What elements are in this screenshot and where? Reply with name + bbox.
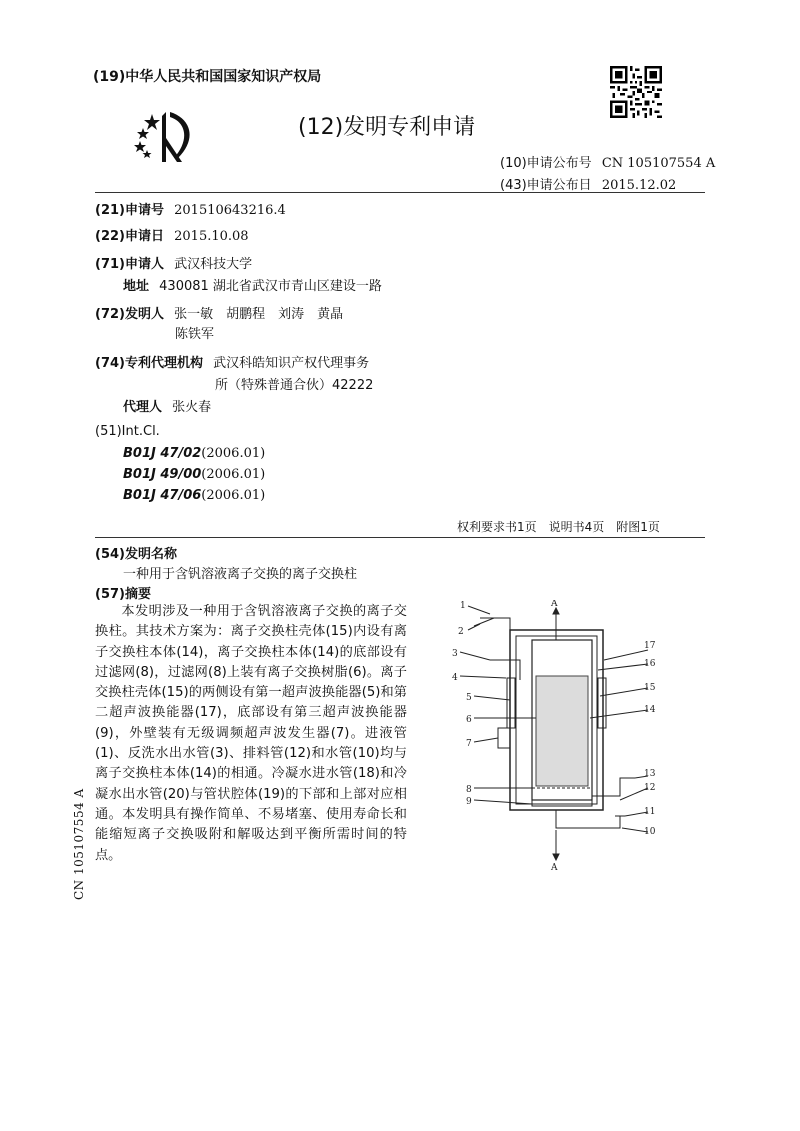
agent-row <box>123 396 211 415</box>
inventors-line2: 陈铁军 <box>175 327 215 342</box>
figure-label: 3 <box>452 649 458 659</box>
figure-label: 12 <box>644 783 656 793</box>
pub-date-label: (43)申请公布日 <box>500 178 592 193</box>
ion-exchange-column-figure <box>450 600 670 870</box>
divider <box>95 192 705 193</box>
agent: 张火春 <box>172 400 212 415</box>
ipc-version: (2006.01) <box>201 446 266 461</box>
intcl-label: (51)Int.Cl. <box>95 424 160 439</box>
address: 430081 湖北省武汉市青山区建设一路 <box>159 279 382 294</box>
pub-date: 2015.12.02 <box>601 178 677 193</box>
ipc-version: (2006.01) <box>201 467 266 482</box>
ipc-version: (2006.01) <box>201 488 266 503</box>
pub-no-label: (10)申请公布号 <box>500 156 592 171</box>
figure-label: 15 <box>644 683 656 693</box>
app-date-row <box>95 225 249 244</box>
inventors-line1: 张一敏 胡鹏程 刘涛 黄晶 <box>174 307 344 322</box>
figure-label: 17 <box>644 641 656 651</box>
ipc-code: B01J 47/02 <box>123 446 202 461</box>
ipc-code: B01J 47/06 <box>123 488 202 503</box>
inventors-label: (72)发明人 <box>95 307 164 322</box>
figure-label: 14 <box>644 705 656 715</box>
figure-label: 10 <box>644 827 656 837</box>
title-label: (54)发明名称 <box>95 547 177 562</box>
applicant-row <box>95 253 252 272</box>
figure-label: 8 <box>466 785 472 795</box>
agent-label: 代理人 <box>123 400 163 415</box>
app-date-label: (22)申请日 <box>95 229 164 244</box>
figure-marker-top: A <box>551 600 558 609</box>
abstract-label: (57)摘要 <box>95 587 151 602</box>
invention-title: 一种用于含钒溶液离子交换的离子交换柱 <box>123 567 358 582</box>
side-pub-no: CN 105107554 A <box>72 788 86 900</box>
agency-label: (74)专利代理机构 <box>95 356 203 371</box>
agency-line1: 武汉科皓知识产权代理事务 <box>213 356 370 371</box>
figure-label: 13 <box>644 769 656 779</box>
pages-note: 权利要求书1页 说明书4页 附图1页 <box>457 520 660 534</box>
figure-marker-bottom: A <box>551 863 558 870</box>
agency-line2: 所（特殊普通合伙）42222 <box>215 378 374 393</box>
applicant: 武汉科技大学 <box>174 257 253 272</box>
figure-label: 4 <box>452 673 458 683</box>
pub-no: CN 105107554 A <box>601 156 716 171</box>
figure-label: 5 <box>466 693 472 703</box>
figure-label: 1 <box>460 601 466 611</box>
ipc-row <box>123 467 265 482</box>
abstract-text-block <box>95 602 407 866</box>
app-no-row <box>95 199 286 218</box>
app-no-label: (21)申请号 <box>95 203 164 218</box>
office-name: (19)中华人民共和国国家知识产权局 <box>93 69 322 85</box>
ipc-code: B01J 49/00 <box>123 467 202 482</box>
figure-label: 9 <box>466 797 472 807</box>
figure-label: 2 <box>458 627 464 637</box>
ipc-row <box>123 488 265 503</box>
app-no: 201510643216.4 <box>174 203 286 218</box>
document-kind: (12)发明专利申请 <box>298 115 476 140</box>
address-row <box>123 275 382 294</box>
ipc-row <box>123 446 265 461</box>
figure-label: 7 <box>466 739 472 749</box>
figure-label: 11 <box>644 807 656 817</box>
abstract-text: 本发明涉及一种用于含钒溶液离子交换的离子交换柱。其技术方案为：离子交换柱壳体(15)内设有离子交换柱本体(14)，离子交换柱本体(14)的底部设有过滤网(8)，过滤网(8)上装有离子交换树脂(6)。离子交换柱壳体(15)的两侧设有第一超声波换能器(5)和第二超声波换能器(17)，底部设有第三超声波换能器(9)，外壁装有无级调频超声波发生器(7)。进液管(1)、反洗水出水管(3)、排料管(12)和水管(10)均与离子交换柱本体(14)的相通。冷凝水进水管(18)和冷凝水出水管(20)与管状腔体(19)的下部和上部对应相通。本发明具有操作简单、不易堵塞、使用寿命长和能缩短离子交换吸附和解吸达到平衡所需时间的特点。 <box>95 604 407 863</box>
figure-label: 16 <box>644 659 656 669</box>
figure-label: 6 <box>466 715 472 725</box>
app-date: 2015.10.08 <box>174 229 249 244</box>
pub-date-row <box>500 174 676 193</box>
qr-code-icon <box>610 66 662 118</box>
agency-row <box>95 352 369 371</box>
applicant-label: (71)申请人 <box>95 257 164 272</box>
pub-no-row <box>500 152 715 171</box>
divider <box>95 537 705 538</box>
inventors-row <box>95 303 343 322</box>
cnipa-logo <box>130 108 202 166</box>
address-label: 地址 <box>123 279 150 294</box>
